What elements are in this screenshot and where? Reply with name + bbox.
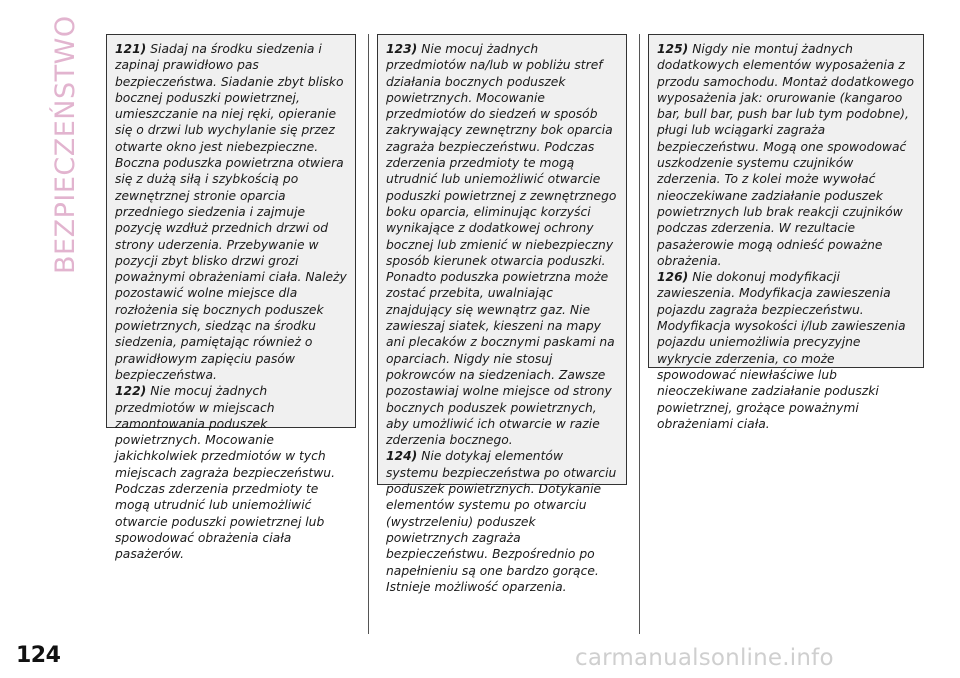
warning-text: Nie mocuj żadnych przedmiotów na/lub w pobliżu stref działania bocznych poduszek powietrznych. Mocowanie przedmiotów do siedzeń w sposób zakrywający zewnętrzny bok oparcia zagraża bezpieczeństwu. Podczas zderzenia przedmioty te mogą utrudnić lub uniemożliwić otwarcie poduszki powietrznej z zewnętrznego boku oparcia, eliminując korzyści wynikające z dodatkowej ochrony bocznej lub zmienić w niebezpieczny sposób kierunek otwarcia poduszki. Ponadto poduszka powietrzna może zostać przebita, uwalniając znajdujący się wewnątrz gaz. Nie zawieszaj siatek, kieszeni na mapy ani plecaków z bocznymi paskami na oparciach. Nigdy nie stosuj pokrowców na siedzeniach. Zawsze pozostawiaj wolne miejsce od strony bocznych poduszek powietrznych, aby umożliwić ich otwarcie w razie zderzenia bocznego.	[386, 42, 617, 448]
column-divider-2	[639, 34, 640, 634]
warning-item-125	[657, 41, 915, 269]
warning-item-122	[115, 383, 347, 562]
warning-panel-2	[377, 34, 627, 594]
warning-item-126	[657, 269, 915, 432]
warning-panel-3	[648, 34, 924, 431]
warning-item-121	[115, 41, 347, 383]
warning-number: 124)	[386, 449, 418, 464]
warning-text: Nigdy nie montuj żadnych dodatkowych elementów wyposażenia z przodu samochodu. Montaż dodatkowego wyposażenia jak: orurowanie (kangaroo bar, bull bar, push bar lub tym podobne), pługi lub wciągarki zagraża bezpieczeństwu. Mogą one spowodować uszkodzenie systemu czujników zderzenia. To z kolei może wywołać nieoczekiwane zadziałanie poduszek powietrznych lub brak reakcji czujników podczas zderzenia. W rezultacie pasażerowie mogą odnieść poważne obrażenia.	[657, 42, 915, 268]
section-title: BEZPIECZEŃSTWO	[50, 15, 81, 274]
warning-number: 126)	[657, 270, 689, 285]
warning-panel-1	[106, 34, 356, 562]
warning-item-123	[386, 41, 618, 448]
warning-text: Nie mocuj żadnych przedmiotów w miejscach zamontowania poduszek powietrznych. Mocowanie jakichkolwiek przedmiotów w tych miejscach zagraża bezpieczeństwu. Podczas zderzenia przedmioty te mogą utrudnić lub uniemożliwić otwarcie poduszki powietrznej lub spowodować obrażenia ciała pasażerów.	[115, 384, 336, 562]
warning-item-124	[386, 448, 618, 595]
warning-number: 122)	[115, 384, 147, 399]
warning-number: 125)	[657, 42, 689, 56]
warning-number: 121)	[115, 42, 147, 56]
warning-text: Nie dokonuj modyfikacji zawieszenia. Modyfikacja zawieszenia pojazdu zagraża bezpieczeństwu. Modyfikacja wysokości i/lub zawieszenia pojazdu uniemożliwia precyzyjne wykrycie zderzenia, co może spowodować niewłaściwe lub nieoczekiwane zadziałanie poduszki powietrznej, grożące poważnymi obrażeniami ciała.	[657, 270, 906, 431]
watermark-text: carmanualsonline.info	[575, 645, 834, 671]
warning-text: Siadaj na środku siedzenia i zapinaj prawidłowo pas bezpieczeństwa. Siadanie zbyt blisko bocznej poduszki powietrznej, umieszczanie na niej ręki, opieranie się o drzwi lub wychylanie się przez otwarte okno jest niebezpieczne. Boczna poduszka powietrzna otwiera się z dużą siłą i szybkością po zewnętrznej stronie oparcia przedniego siedzenia i zajmuje pozycję wzdłuż przednich drzwi od strony uderzenia. Przebywanie w pozycji zbyt blisko drzwi grozi poważnymi obrażeniami ciała. Należy pozostawić wolne miejsce dla rozłożenia się bocznych poduszek powietrznych, siedząc na środku siedzenia, pamiętając również o prawidłowym zapięciu pasów bezpieczeństwa.	[115, 42, 347, 382]
page-number: 124	[16, 643, 61, 668]
warning-number: 123)	[386, 42, 418, 56]
warning-text: Nie dotykaj elementów systemu bezpieczeństwa po otwarciu poduszek powietrznych. Dotykanie elementów systemu po otwarciu (wystrzeleniu) poduszek powietrznych zagraża bezpieczeństwu. Bezpośrednio po napełnieniu są one bardzo gorące. Istnieje możliwość oparzenia.	[386, 449, 617, 594]
column-divider-1	[368, 34, 369, 634]
